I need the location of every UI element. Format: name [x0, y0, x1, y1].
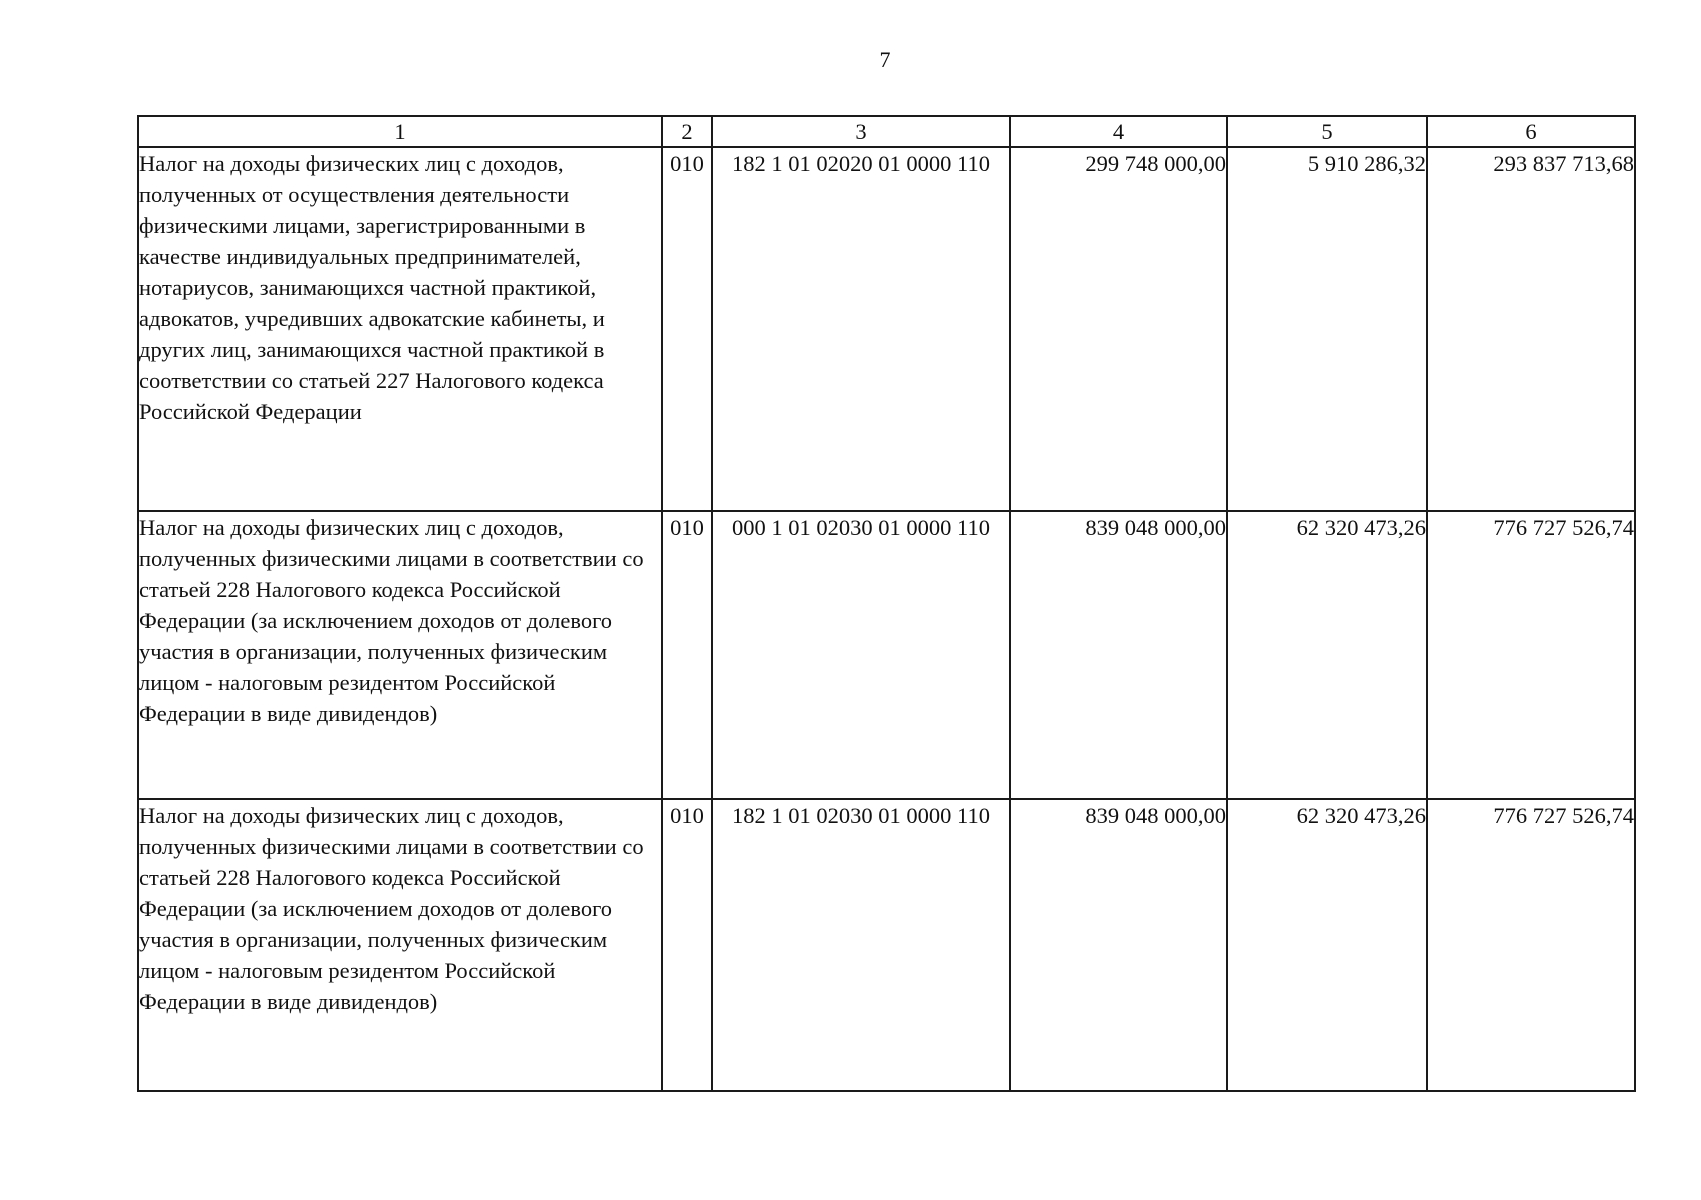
column-header-6: 6 [1427, 116, 1635, 147]
income-name-cell: Налог на доходы физических лиц с доходов, полученных физическими лицами в соответствии со статьей 228 Налогового кодекса Российской Федерации (за исключением доходов от долевого участия в организации, полученных физическим лицом - налоговым резидентом Российской Федерации в виде дивидендов) [138, 799, 662, 1091]
unexecuted-amount-cell: 293 837 713,68 [1427, 147, 1635, 511]
column-header-1: 1 [138, 116, 662, 147]
income-name-cell: Налог на доходы физических лиц с доходов, полученных физическими лицами в соответствии со статьей 228 Налогового кодекса Российской Федерации (за исключением доходов от долевого участия в организации, полученных физическим лицом - налоговым резидентом Российской Федерации в виде дивидендов) [138, 511, 662, 799]
line-code-cell: 010 [662, 799, 712, 1091]
page-number: 7 [879, 47, 891, 72]
approved-amount-cell: 839 048 000,00 [1010, 511, 1227, 799]
table-row [138, 799, 1635, 1091]
column-header-5: 5 [1227, 116, 1427, 147]
table-row [138, 511, 1635, 799]
income-name-cell: Налог на доходы физических лиц с доходов, полученных от осуществления деятельности физическими лицами, зарегистрированными в качестве индивидуальных предпринимателей, нотариусов, занимающихся частной практикой, адвокатов, учредивших адвокатские кабинеты, и других лиц, занимающихся частной практикой в соответствии со статьей 227 Налогового кодекса Российской Федерации [138, 147, 662, 511]
income-code-cell: 000 1 01 02030 01 0000 110 [712, 511, 1010, 799]
line-code-cell: 010 [662, 147, 712, 511]
approved-amount-cell: 839 048 000,00 [1010, 799, 1227, 1091]
table-header-row [138, 116, 1635, 147]
executed-amount-cell: 5 910 286,32 [1227, 147, 1427, 511]
line-code-cell: 010 [662, 511, 712, 799]
unexecuted-amount-cell: 776 727 526,74 [1427, 511, 1635, 799]
unexecuted-amount-cell: 776 727 526,74 [1427, 799, 1635, 1091]
column-header-4: 4 [1010, 116, 1227, 147]
income-code-cell: 182 1 01 02020 01 0000 110 [712, 147, 1010, 511]
table-row [138, 147, 1635, 511]
column-header-3: 3 [712, 116, 1010, 147]
income-code-cell: 182 1 01 02030 01 0000 110 [712, 799, 1010, 1091]
approved-amount-cell: 299 748 000,00 [1010, 147, 1227, 511]
column-header-2: 2 [662, 116, 712, 147]
executed-amount-cell: 62 320 473,26 [1227, 799, 1427, 1091]
executed-amount-cell: 62 320 473,26 [1227, 511, 1427, 799]
budget-execution-table [137, 115, 1636, 1092]
